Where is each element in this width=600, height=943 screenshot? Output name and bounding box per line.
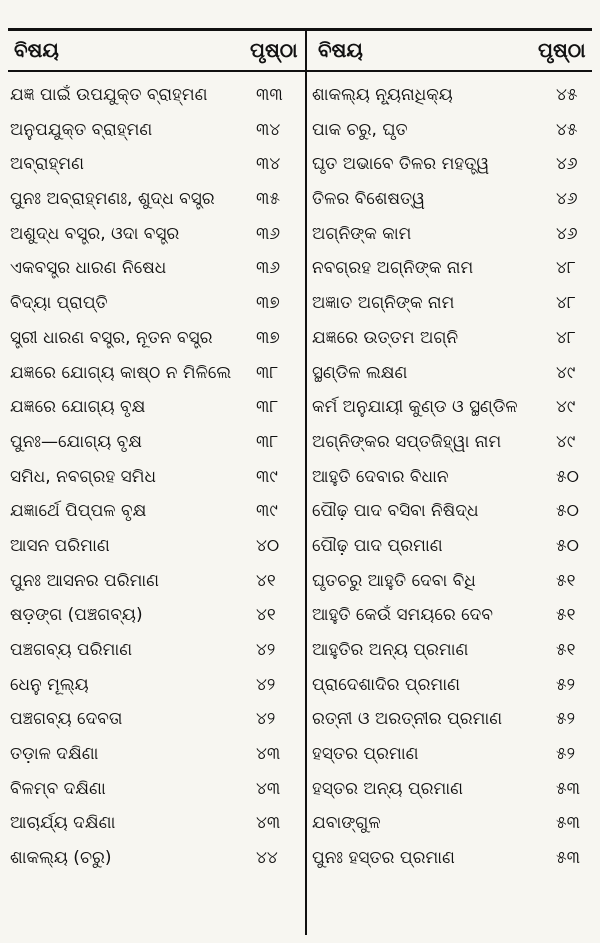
index-entry-subject: ଶାକଲ୍ୟ (ଚରୁ) [10,848,112,869]
index-entry-subject: ଅନୁପଯୁକ୍ତ ବ୍ରାହ୍ମଣ [10,119,153,140]
left-index-row [10,633,302,668]
right-index-row [312,529,594,564]
index-entry-page: ୩୯ [256,466,278,487]
index-entry-page: ୩୮ [256,397,279,418]
index-entry-page: ୫୦ [556,466,579,487]
right-index-row [312,356,594,391]
index-entry-page: ୪୦ [256,535,280,556]
index-entry-subject: ଯବାଙ୍ଗୁଳ [312,813,381,834]
index-entry-page: ୪୮ [556,258,576,279]
index-entry-page: ୫୧ [556,640,576,660]
left-index-column [10,78,302,876]
index-entry-subject: ଅଜ୍ଞାତ ଅଗ୍ନିଙ୍କ ନାମ [312,293,455,314]
index-entry-page: ୪୨ [256,640,276,660]
right-index-row [312,251,594,286]
left-index-row [10,668,302,703]
right-index-row [312,217,594,252]
index-entry-page: ୩୪ [256,154,281,175]
index-entry-page: ୫୧ [556,605,576,626]
right-index-column [312,78,594,876]
right-index-row [312,772,594,807]
right-index-row [312,286,594,321]
index-entry-page: ୪୩ [256,744,281,765]
left-index-row [10,460,302,495]
left-index-row [10,217,302,252]
index-entry-subject: ଅବ୍ରାହ୍ମଣ [10,154,85,175]
index-entry-subject: ଷଡ଼ଙ୍ଗ (ପଞ୍ଚଗବ୍ୟ) [10,605,143,626]
index-entry-page: ୩୩ [256,85,283,105]
index-entry-page: ୪୨ [256,674,276,695]
index-entry-subject: ଶାକଲ୍ୟ ନ୍ୟୂନାଧିକ୍ୟ [312,85,453,105]
left-index-row [10,564,302,599]
index-entry-subject: ତିଳର ବିଶେଷତ୍ୱ [312,189,425,210]
right-index-row [312,425,594,460]
left-index-row [10,147,302,182]
index-entry-subject: ସ୍ଥଣ୍ଡିଳ ଲକ୍ଷଣ [312,362,408,383]
index-entry-page: ୫୩ [556,778,580,799]
index-entry-page: ୪୯ [556,397,576,418]
index-entry-page: ୩୬ [256,223,281,244]
index-entry-page: ୪୩ [256,778,281,799]
index-entry-page: ୪୪ [256,848,278,869]
index-entry-page: ୩୯ [256,501,278,522]
left-index-row [10,841,302,876]
left-index-row [10,113,302,148]
index-entry-page: ୫୨ [556,744,576,765]
index-entry-subject: ଏକବସ୍ତ୍ର ଧାରଣ ନିଷେଧ [10,258,167,279]
index-entry-subject: ଆସନ ପରିମାଣ [10,535,110,556]
left-index-row [10,737,302,772]
index-entry-subject: ଆହୁତି ଦେବାର ବିଧାନ [312,466,449,487]
index-entry-subject: ବିଦ୍ୟା ପ୍ରାପ୍ତି [10,293,108,314]
index-entry-page: ୪୧ [256,570,276,591]
index-entry-subject: ପଞ୍ଚଗବ୍ୟ ଦେବତା [10,709,123,730]
index-entry-subject: ଘୃତଚରୁ ଆହୁତି ଦେବା ବିଧି [312,570,476,591]
index-entry-subject: କର୍ମ ଅନୁଯାୟୀ କୁଣ୍ଡ ଓ ସ୍ଥଣ୍ଡିଳ [312,397,518,418]
index-entry-subject: ଅଶୁଦ୍ଧ ବସ୍ତ୍ର, ଓଦା ବସ୍ତ୍ର [10,223,180,244]
right-index-row [312,147,594,182]
index-entry-page: ୪୯ [556,431,576,452]
index-entry-subject: ପଞ୍ଚଗବ୍ୟ ପରିମାଣ [10,640,133,660]
left-index-row [10,425,302,460]
left-index-row [10,286,302,321]
right-index-row [312,390,594,425]
index-entry-subject: ସମିଧ, ନବଗ୍ରହ ସମିଧ [10,466,156,487]
index-entry-subject: ଯଜ୍ଞରେ ଯୋଗ୍ୟ ବୃକ୍ଷ [10,397,146,418]
left-index-row [10,806,302,841]
right-index-row [312,702,594,737]
left-index-row [10,390,302,425]
index-entry-subject: ସ୍ତ୍ରୀ ଧାରଣ ବସ୍ତ୍ର, ନୂତନ ବସ୍ତ୍ର [10,327,213,348]
index-entry-page: ୫୩ [556,848,580,869]
index-entry-page: ୪୩ [256,813,281,834]
right-index-row [312,460,594,495]
index-entry-page: ୪୧ [256,605,276,626]
index-entry-page: ୫୦ [556,501,579,522]
left-page-header: ପୃଷ୍ଠା [250,38,298,62]
index-entry-subject: ଅଗ୍ନିଙ୍କର ସପ୍ତଜିହ୍ୱା ନାମ [312,431,502,452]
right-subject-header: ବିଷୟ [318,38,363,62]
index-entry-page: ୫୩ [556,813,580,834]
right-index-row [312,633,594,668]
right-index-row [312,841,594,876]
index-entry-subject: ଯଜ୍ଞରେ ଯୋଗ୍ୟ କାଷ୍ଠ ନ ମିଳିଲେ [10,362,232,383]
left-index-row [10,772,302,807]
index-entry-page: ୪୫ [556,119,578,140]
index-entry-subject: ପୁନଃ—ଯୋଗ୍ୟ ବୃକ୍ଷ [10,431,142,452]
right-index-row [312,806,594,841]
left-index-row [10,182,302,217]
index-entry-page: ୪୯ [556,362,576,383]
left-index-row [10,356,302,391]
index-entry-page: ୫୨ [556,674,576,695]
index-entry-subject: ଯଜ୍ଞରେ ଉତ୍ତମ ଅଗ୍ନି [312,327,459,348]
right-index-row [312,494,594,529]
index-entry-page: ୩୮ [256,362,279,383]
index-entry-subject: ଧେନୁ ମୂଲ୍ୟ [10,674,89,695]
index-entry-page: ୩୬ [256,258,281,279]
left-index-row [10,321,302,356]
index-entry-subject: ତଡ଼ାଳ ଦକ୍ଷିଣା [10,744,99,765]
left-index-row [10,598,302,633]
right-index-row [312,668,594,703]
index-entry-page: ୩୫ [256,189,280,210]
left-index-row [10,702,302,737]
index-entry-subject: ପାକ ଚରୁ, ଘୃତ [312,119,408,140]
right-index-row [312,564,594,599]
index-entry-subject: ଆହୁତିର ଅନ୍ୟ ପ୍ରମାଣ [312,640,469,660]
header-rule [8,70,592,72]
right-page-header: ପୃଷ୍ଠା [538,38,586,62]
index-entry-subject: ବିଳମ୍ବ ଦକ୍ଷିଣା [10,778,106,799]
left-index-row [10,251,302,286]
index-entry-subject: ରତ୍ନୀ ଓ ଅରତ୍ନୀର ପ୍ରମାଣ [312,709,503,730]
right-index-row [312,113,594,148]
index-entry-subject: ପ୍ରାଦେଶାଦିର ପ୍ରମାଣ [312,674,460,695]
index-entry-subject: ହସ୍ତର ଅନ୍ୟ ପ୍ରମାଣ [312,778,464,799]
index-entry-subject: ପୌଢ଼ ପାଦ ବସିବା ନିଷିଦ୍ଧ [312,501,479,522]
index-entry-subject: ପୁନଃ ଆସନର ପରିମାଣ [10,570,160,591]
index-entry-page: ୫୧ [556,570,576,591]
index-entry-page: ୩୪ [256,119,281,140]
index-entry-page: ୫୦ [556,535,579,556]
right-index-row [312,78,594,113]
index-entry-page: ୫୨ [556,709,576,730]
index-entry-subject: ପୁନଃ ଅବ୍ରାହ୍ମଣଃ, ଶୁଦ୍ଧ ବସ୍ତ୍ର [10,189,215,210]
index-entry-subject: ଯଜ୍ଞାର୍ଥେ ପିପ୍ପଳ ବୃକ୍ଷ [10,501,147,522]
index-entry-page: ୩୭ [256,293,280,314]
index-entry-page: ୪୮ [556,327,576,348]
index-entry-page: ୩୮ [256,431,279,452]
right-index-row [312,321,594,356]
index-entry-subject: ଆହୁତି କେଉଁ ସମୟରେ ଦେବ [312,605,493,626]
right-index-row [312,598,594,633]
index-entry-page: ୩୭ [256,327,280,348]
index-entry-subject: ଘୃତ ଅଭାବେ ତିଳର ମହତ୍ତ୍ୱ [312,154,490,175]
index-entry-page: ୪୬ [556,154,578,175]
right-index-row [312,737,594,772]
left-index-row [10,529,302,564]
index-entry-page: ୪୫ [556,85,578,105]
index-entry-subject: ପୌଢ଼ ପାଦ ପ୍ରମାଣ [312,535,443,556]
index-entry-subject: ନବଗ୍ରହ ଅଗ୍ନିଙ୍କ ନାମ [312,258,474,279]
left-index-row [10,494,302,529]
index-entry-page: ୪୬ [556,223,578,244]
index-entry-subject: ଯଜ୍ଞ ପାଇଁ ଉପଯୁକ୍ତ ବ୍ରାହ୍ମଣ [10,85,208,105]
index-entry-page: ୪୮ [556,293,576,314]
index-entry-subject: ହସ୍ତର ପ୍ରମାଣ [312,744,419,765]
column-divider [305,28,307,935]
left-subject-header: ବିଷୟ [14,38,59,62]
index-entry-page: ୪୨ [256,709,276,730]
index-entry-subject: ଅଗ୍ନିଙ୍କ କାମ [312,223,412,244]
index-entry-page: ୪୬ [556,189,578,210]
index-entry-subject: ଆଚାର୍ଯ୍ୟ ଦକ୍ଷିଣା [10,813,116,834]
left-index-row [10,78,302,113]
index-entry-subject: ପୁନଃ ହସ୍ତର ପ୍ରମାଣ [312,848,455,869]
right-index-row [312,182,594,217]
top-rule [8,28,592,31]
